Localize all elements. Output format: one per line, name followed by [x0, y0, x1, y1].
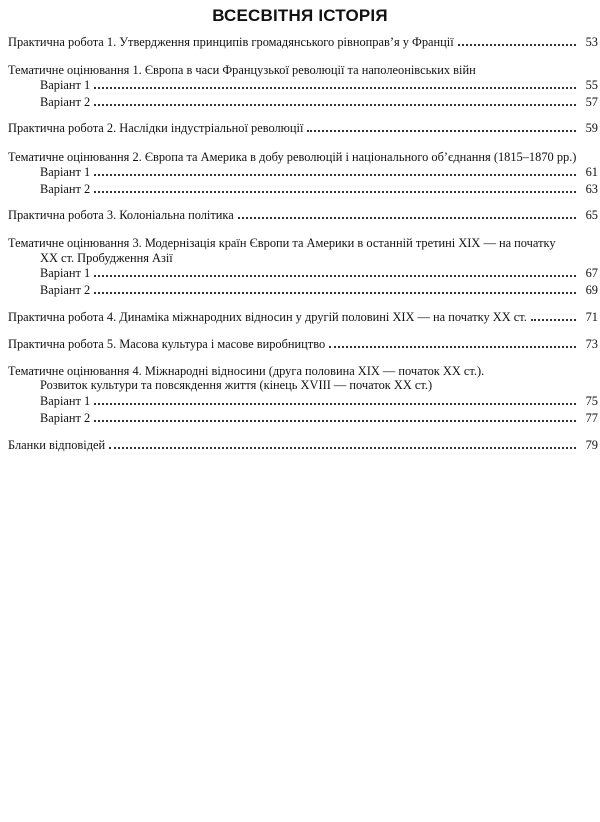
toc-page-number: 77: [585, 411, 598, 425]
toc-entry-practical-work-2[interactable]: [8, 120, 598, 136]
toc-section-heading-assessment-1: Тематичне оцінювання 1. Європа в часи Французької революції та наполеонівських війн: [8, 63, 476, 77]
toc-entry-label: Практична робота 2. Наслідки індустріальної революції: [8, 121, 304, 135]
toc-section-heading-assessment-3-line-2: XX ст. Пробудження Азії: [40, 251, 173, 265]
toc-entry-variant-2[interactable]: [40, 181, 598, 197]
toc-section-heading-assessment-3: Тематичне оцінювання 3. Модернізація країн Європи та Америки в останній третині XIX — на початку: [8, 236, 556, 250]
toc-entry-variant-2[interactable]: [40, 410, 598, 426]
toc-entry-answer-sheets[interactable]: [8, 437, 598, 453]
toc-entry-label: Практична робота 1. Утвердження принципів громадянського рівноправ’я у Франції: [8, 35, 454, 49]
dot-leader: [109, 446, 576, 449]
toc-entry-practical-work-5[interactable]: [8, 336, 598, 352]
toc-page-number: 55: [585, 78, 598, 92]
dot-leader: [531, 318, 576, 321]
dot-leader: [94, 419, 576, 422]
toc-entry-label: Практична робота 4. Динаміка міжнародних відносин у другій половині XIX — на початку XX ст.: [8, 310, 527, 324]
toc-entry-variant-2[interactable]: [40, 282, 598, 298]
toc-entry-variant-2[interactable]: [40, 94, 598, 110]
toc-entry-label: Варіант 1: [40, 78, 91, 92]
toc-entry-label: Бланки відповідей: [8, 438, 106, 452]
toc-entry-variant-1[interactable]: [40, 164, 598, 180]
dot-leader: [94, 291, 576, 294]
toc-entry-label: Варіант 2: [40, 182, 91, 196]
toc-entry-label: Варіант 1: [40, 394, 91, 408]
toc-entry-label: Варіант 1: [40, 165, 91, 179]
toc-page-number: 53: [585, 35, 598, 49]
toc-page-number: 73: [585, 337, 598, 351]
toc-page-number: 59: [585, 121, 598, 135]
page-title: ВСЕСВІТНЯ ІСТОРІЯ: [212, 6, 388, 25]
toc-entry-practical-work-1[interactable]: [8, 34, 598, 50]
toc-page-number: 65: [585, 208, 598, 222]
toc-section-heading-assessment-4: Тематичне оцінювання 4. Міжнародні відносини (друга половина XIX — початок XX ст.).: [8, 364, 485, 378]
toc-entry-label: Практична робота 5. Масова культура і масове виробництво: [8, 337, 326, 351]
toc-page-number: 63: [585, 182, 598, 196]
toc-entry-label: Варіант 2: [40, 411, 91, 425]
toc-entry-variant-1[interactable]: [40, 265, 598, 281]
toc-entry-label: Варіант 2: [40, 95, 91, 109]
toc-page-number: 79: [585, 438, 598, 452]
dot-leader: [458, 43, 576, 46]
toc-page-number: 71: [585, 310, 598, 324]
dot-leader: [94, 173, 576, 176]
dot-leader: [329, 345, 576, 348]
toc-page-number: 75: [585, 394, 598, 408]
dot-leader: [94, 190, 576, 193]
toc-entry-practical-work-4[interactable]: [8, 309, 598, 325]
dot-leader: [238, 216, 576, 219]
toc-section-heading-assessment-4-line-2: Розвиток культури та повсякдення життя (кінець XVIII — початок XX ст.): [40, 378, 433, 392]
toc-entry-practical-work-3[interactable]: [8, 207, 598, 223]
dot-leader: [94, 86, 576, 89]
toc-entry-variant-1[interactable]: [40, 393, 598, 409]
dot-leader: [94, 402, 576, 405]
toc-page-number: 69: [585, 283, 598, 297]
toc-entry-label: Практична робота 3. Колоніальна політика: [8, 208, 234, 222]
toc-entry-label: Варіант 2: [40, 283, 91, 297]
dot-leader: [94, 274, 576, 277]
toc-page-number: 57: [585, 95, 598, 109]
toc-entry-label: Варіант 1: [40, 266, 91, 280]
toc-page-number: 67: [585, 266, 598, 280]
dot-leader: [94, 103, 576, 106]
dot-leader: [307, 129, 576, 132]
toc-page-number: 61: [585, 165, 598, 179]
toc-section-heading-assessment-2: Тематичне оцінювання 2. Європа та Америка в добу революцій і національного об’єднання (1815–1870 рр.): [8, 150, 577, 164]
toc-entry-variant-1[interactable]: [40, 77, 598, 93]
